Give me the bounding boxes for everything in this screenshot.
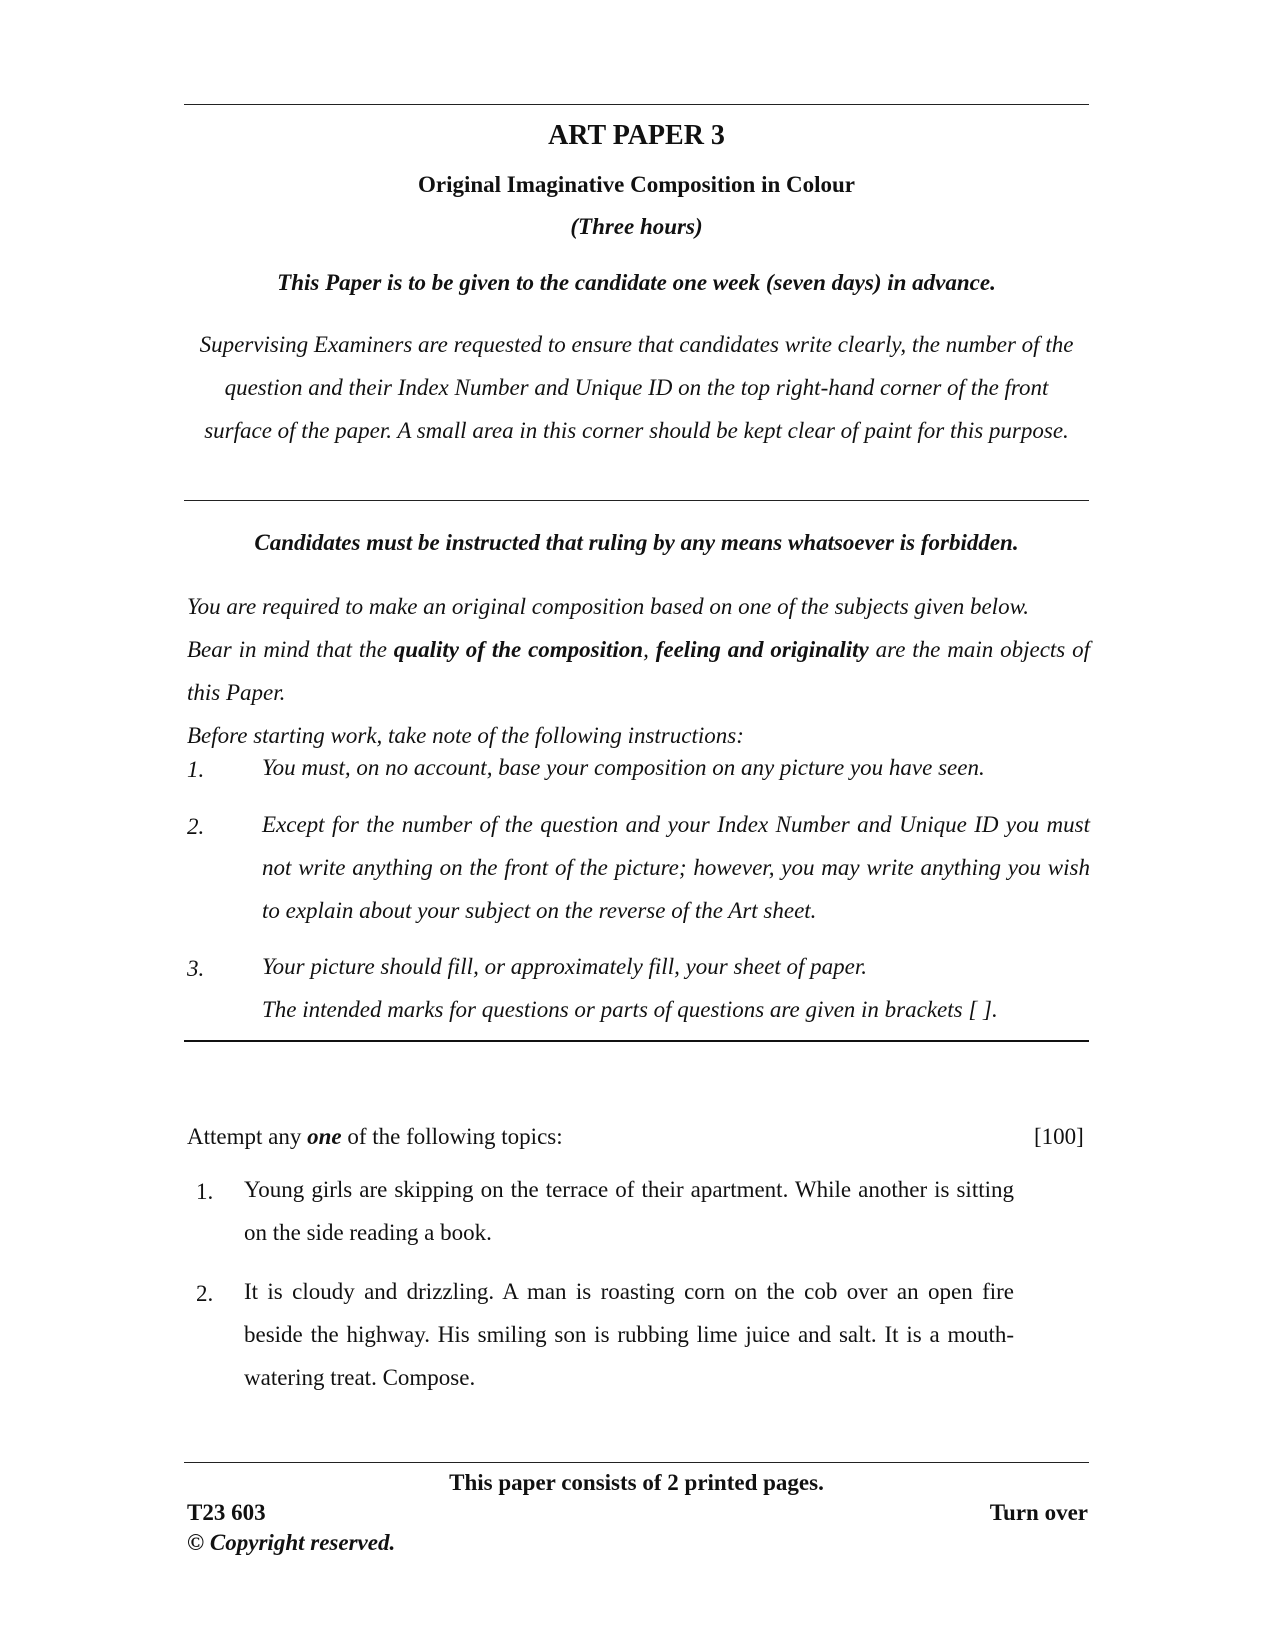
topic-text: Young girls are skipping on the terrace of their apartment. While another is sitting on the side reading a book.: [244, 1177, 1014, 1245]
total-marks: [100]: [1034, 1124, 1084, 1149]
emphasis-quality: quality of the composition: [393, 637, 644, 662]
paper-duration: (Three hours): [570, 214, 703, 239]
instruction-number: 1.: [187, 757, 205, 782]
advance-notice: This Paper is to be given to the candidate one week (seven days) in advance.: [277, 270, 996, 295]
footer-rule: [184, 1462, 1089, 1463]
instruction-text: Except for the number of the question and your Index Number and Unique ID you must not write anything on the front of the picture; however, you may write anything you wish to explain about your subject on the reverse of the Art sheet.: [262, 812, 1090, 923]
instructions-end-rule: [184, 1040, 1089, 1042]
instruction-text: Your picture should fill, or approximately fill, your sheet of paper.: [262, 954, 868, 979]
intro-line: You are required to make an original composition based on one of the subjects given below.: [187, 594, 1029, 619]
topic-number: 2.: [196, 1281, 214, 1306]
marks-note: The intended marks for questions or parts of questions are given in brackets [ ].: [262, 997, 998, 1022]
topic-text: It is cloudy and drizzling. A man is roasting corn on the cob over an open fire beside the highway. His smiling son is rubbing lime juice and salt. It is a mouth-watering treat. Compose.: [244, 1279, 1014, 1390]
top-rule: [184, 104, 1089, 105]
turn-over: Turn over: [989, 1500, 1088, 1525]
paper-subtitle: Original Imaginative Composition in Colour: [417, 172, 856, 197]
page-count: This paper consists of 2 printed pages.: [449, 1470, 824, 1495]
instruction-text: You must, on no account, base your composition on any picture you have seen.: [262, 755, 985, 780]
instruction-number: 2.: [187, 814, 205, 839]
paper-code: T23 603: [187, 1500, 266, 1525]
page-title: ART PAPER 3: [548, 120, 725, 151]
ruling-notice: Candidates must be instructed that ruling by any means whatsoever is forbidden.: [254, 530, 1019, 555]
supervising-instructions: Supervising Examiners are requested to ensure that candidates write clearly, the number of the question and their Index Number and Unique ID on the top right-hand corner of the front surface of the paper. A small area in this corner should be kept clear of paint for this purpose.: [199, 332, 1074, 443]
section-divider: [184, 500, 1089, 501]
intro-paragraph: Bear in mind that the quality of the composition, feeling and originality are the main objects of this Paper.: [187, 637, 1090, 705]
topic-number: 1.: [196, 1179, 214, 1204]
attempt-instruction: Attempt any one of the following topics:: [187, 1124, 563, 1149]
instructions-lead: Before starting work, take note of the following instructions:: [187, 723, 744, 748]
instruction-number: 3.: [187, 956, 205, 981]
emphasis-one: one: [307, 1124, 342, 1149]
copyright: © Copyright reserved.: [187, 1530, 396, 1555]
emphasis-feeling: feeling and originality: [655, 637, 869, 662]
